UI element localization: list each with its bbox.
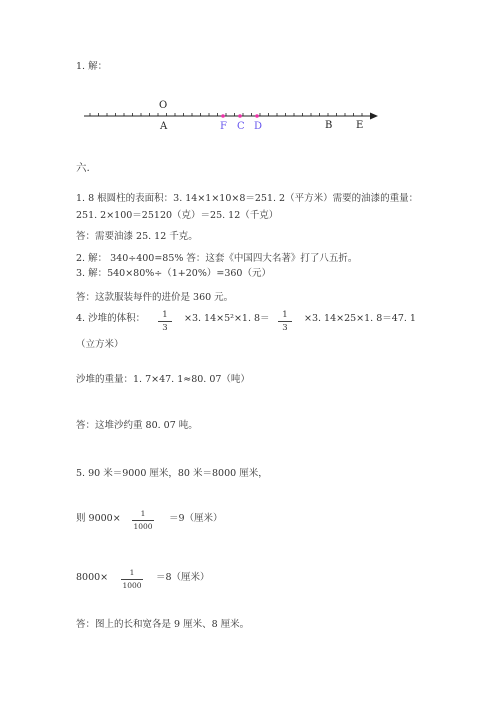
number-line xyxy=(0,90,500,230)
q5-line: 5. 90 米＝9000 厘米，80 米＝8000 厘米， xyxy=(76,468,268,479)
point-label-b: B xyxy=(325,120,333,131)
q-heading-1: 1. 解： xyxy=(76,61,108,72)
fraction-bar xyxy=(278,321,292,322)
q3-line: 3. 解：540×80%÷（1+20%）=360（元） xyxy=(76,268,271,279)
point-label-f: F xyxy=(220,121,227,132)
origin-label: O xyxy=(159,100,168,111)
point-f-dot xyxy=(221,114,225,118)
q5-calc1-result: ＝9（厘米） xyxy=(169,513,223,524)
point-label-d: D xyxy=(254,121,263,132)
q5-calc1-prefix: 则 9000× xyxy=(76,513,121,524)
q5-calc1-fraction xyxy=(132,509,154,532)
fraction-denominator: 1000 xyxy=(122,581,142,590)
fraction-bar xyxy=(132,520,154,521)
q5-calc2-result: ＝8（厘米） xyxy=(156,572,210,583)
q1-line2: 251. 2×100＝25120（克）＝25. 12（千克） xyxy=(76,210,279,221)
fraction-denominator: 1000 xyxy=(133,522,153,531)
fraction-numerator: 1 xyxy=(129,568,135,577)
fraction-numerator: 1 xyxy=(162,310,168,320)
fraction-denominator: 3 xyxy=(162,323,168,333)
fraction-bar xyxy=(121,579,143,580)
fraction-numerator: 1 xyxy=(140,509,146,518)
q2-line: 2. 解： 340÷400=85% 答：这套《中国四大名著》打了八五折。 xyxy=(76,253,358,264)
q4-answer: 答：这堆沙约重 80. 07 吨。 xyxy=(76,420,198,431)
q4-fraction-2 xyxy=(278,310,292,333)
q4-unit: （立方米） xyxy=(76,339,124,350)
point-d-dot xyxy=(255,114,259,118)
q1-answer: 答：需要油漆 25. 12 千克。 xyxy=(76,231,198,242)
fraction-numerator: 1 xyxy=(282,310,288,320)
number-line-arrow xyxy=(370,113,378,120)
point-c-dot xyxy=(238,114,242,118)
fraction-bar xyxy=(158,321,172,322)
q5-calc2-prefix: 8000× xyxy=(76,572,109,583)
point-label-c: C xyxy=(237,121,245,132)
q4-tail: ×3. 14×25×1. 8＝47. 1 xyxy=(304,313,416,324)
q1-line1: 1. 8 根圆柱的表面积：3. 14×1×10×8＝251. 2（平方米）需要的油漆的重量： xyxy=(76,193,419,204)
q4-mid: ×3. 14×5²×1. 8＝ xyxy=(184,313,270,324)
q5-calc2-fraction xyxy=(121,568,143,591)
q4-fraction-1 xyxy=(158,310,172,333)
q3-answer: 答：这款服装每件的进价是 360 元。 xyxy=(76,292,234,303)
fraction-denominator: 3 xyxy=(282,323,288,333)
q4-prefix: 4. 沙堆的体积： xyxy=(76,313,146,324)
q4-weight: 沙堆的重量：1. 7×47. 1≈80. 07（吨） xyxy=(76,374,250,385)
point-label-a: A xyxy=(160,121,168,132)
section-title: 六. xyxy=(76,162,90,174)
q5-answer: 答：图上的长和宽各是 9 厘米、8 厘米。 xyxy=(76,619,250,630)
point-label-e: E xyxy=(356,120,364,131)
